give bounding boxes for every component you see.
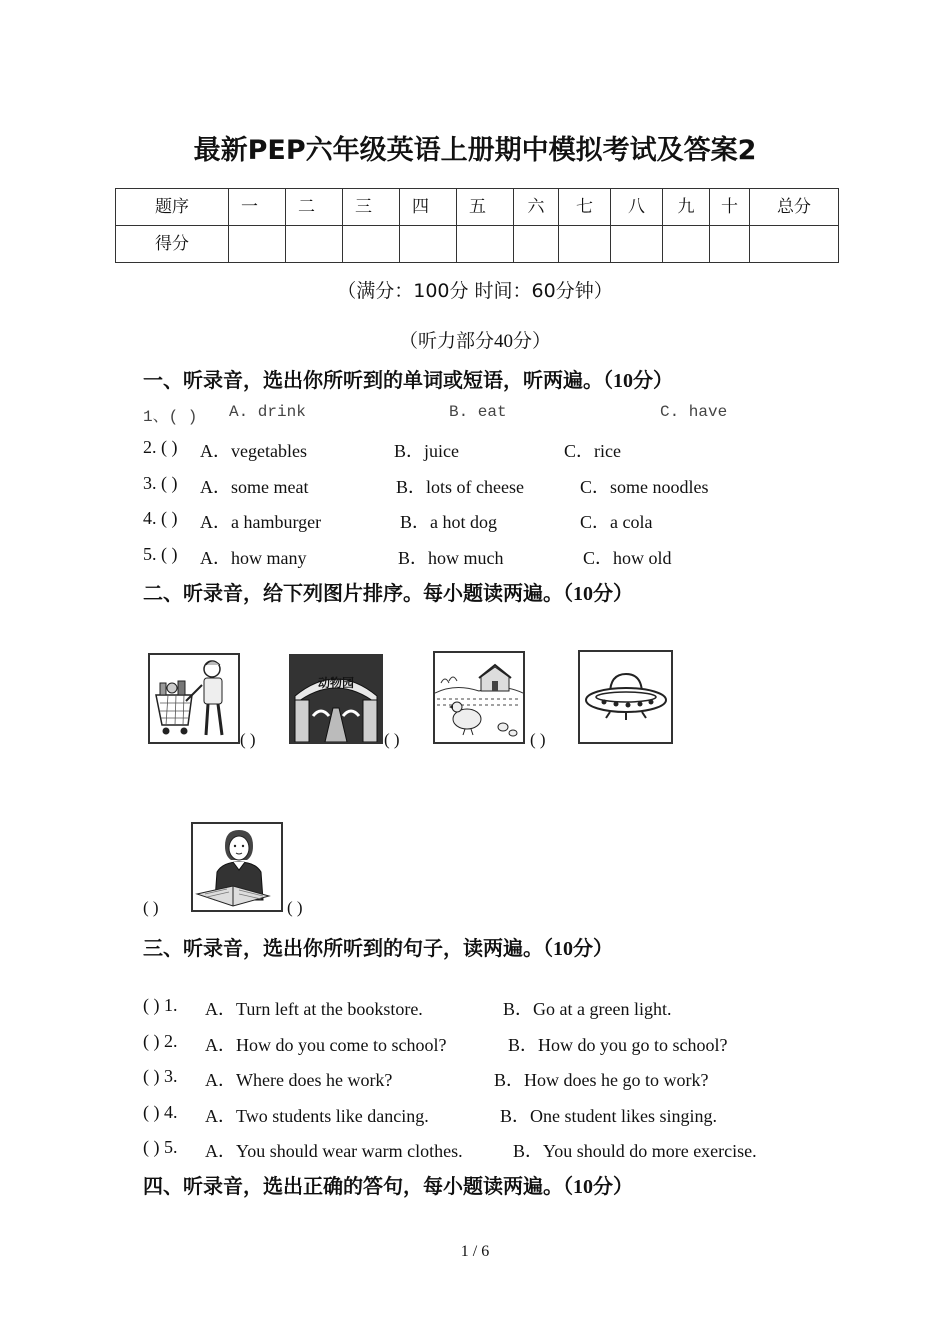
score-input-cell[interactable] xyxy=(229,226,286,263)
question-number: 2. ( ) xyxy=(143,437,178,457)
listening-part-heading: （听力部分40分） xyxy=(398,331,551,352)
question-number: ( ) 4. xyxy=(143,1102,178,1122)
table-cell: 得分 xyxy=(116,226,229,263)
table-cell: 五 xyxy=(457,189,514,226)
full-score-note: （满分：100分 时间：60分钟） xyxy=(337,280,613,302)
option-b: B．You should do more exercise. xyxy=(513,1141,757,1161)
ufo-picture xyxy=(578,650,673,744)
table-cell: 七 xyxy=(559,189,611,226)
table-cell: 题序 xyxy=(116,189,229,226)
option-a: A．How do you come to school? xyxy=(205,1035,447,1055)
score-input-cell[interactable] xyxy=(514,226,559,263)
page-number: 1 / 6 xyxy=(460,1243,490,1260)
score-input-cell[interactable] xyxy=(710,226,750,263)
option-b: B．a hot dog xyxy=(400,512,497,532)
option-a: A．vegetables xyxy=(200,441,307,461)
table-cell: 十 xyxy=(710,189,750,226)
score-input-cell[interactable] xyxy=(663,226,710,263)
answer-parenthesis[interactable]: ( ) xyxy=(530,730,546,749)
zoo-gate-icon xyxy=(291,656,381,742)
question-number: 4. ( ) xyxy=(143,508,178,528)
option-c: C. have xyxy=(660,403,728,421)
table-cell: 二 xyxy=(286,189,343,226)
option-b: B．juice xyxy=(394,441,459,461)
question-number: 5. ( ) xyxy=(143,544,178,564)
question-number: ( ) 5. xyxy=(143,1137,178,1157)
farm-picture xyxy=(433,651,525,744)
page-title: 最新PEP六年级英语上册期中模拟考试及答案2 xyxy=(193,135,757,166)
teacher-reading-icon xyxy=(193,824,281,910)
question-number: ( ) 3. xyxy=(143,1066,178,1086)
answer-parenthesis[interactable]: ( ) xyxy=(384,730,400,749)
option-c: C．rice xyxy=(564,441,621,461)
option-b: B．One student likes singing. xyxy=(500,1106,717,1126)
table-cell: 四 xyxy=(400,189,457,226)
option-a: A．You should wear warm clothes. xyxy=(205,1141,463,1161)
section-heading: 一、听录音，选出你所听到的单词或短语，听两遍。（10分） xyxy=(143,370,673,392)
score-input-cell[interactable] xyxy=(343,226,400,263)
answer-parenthesis[interactable]: ( ) xyxy=(240,730,256,749)
section-heading: 四、听录音，选出正确的答句，每小题读两遍。（10分） xyxy=(143,1176,633,1198)
table-cell: 八 xyxy=(611,189,663,226)
farm-icon xyxy=(435,653,523,742)
score-input-cell[interactable] xyxy=(286,226,343,263)
option-c: C．some noodles xyxy=(580,477,709,497)
option-b: B．How do you go to school? xyxy=(508,1035,728,1055)
score-input-cell[interactable] xyxy=(611,226,663,263)
score-table xyxy=(115,188,839,263)
score-input-cell[interactable] xyxy=(400,226,457,263)
option-a: A．how many xyxy=(200,548,307,568)
table-cell: 六 xyxy=(514,189,559,226)
section-heading: 三、听录音，选出你所听到的句子，读两遍。（10分） xyxy=(143,938,613,960)
teacher-reading-picture xyxy=(191,822,283,912)
option-b: B．Go at a green light. xyxy=(503,999,672,1019)
score-input-cell[interactable] xyxy=(750,226,839,263)
option-b: B．how much xyxy=(398,548,504,568)
option-b: B．How does he go to work? xyxy=(494,1070,709,1090)
table-cell: 一 xyxy=(229,189,286,226)
section-heading: 二、听录音，给下列图片排序。每小题读两遍。（10分） xyxy=(143,583,633,605)
ufo-icon xyxy=(580,652,671,742)
zoo-sign-text: 动物园 xyxy=(317,676,355,690)
score-input-cell[interactable] xyxy=(559,226,611,263)
answer-parenthesis[interactable]: ( ) xyxy=(287,898,303,917)
option-b: B. eat xyxy=(449,403,507,421)
option-b: B．lots of cheese xyxy=(396,477,524,497)
question-number: 1、( ) xyxy=(143,408,198,426)
option-a: A. drink xyxy=(229,403,306,421)
option-c: C．a cola xyxy=(580,512,653,532)
question-number: ( ) 1. xyxy=(143,995,178,1015)
table-cell: 九 xyxy=(663,189,710,226)
option-a: A．Turn left at the bookstore. xyxy=(205,999,423,1019)
zoo-gate-picture xyxy=(289,654,383,744)
table-cell: 总分 xyxy=(750,189,839,226)
score-input-cell[interactable] xyxy=(457,226,514,263)
option-a: A．some meat xyxy=(200,477,309,497)
score-table-header-row xyxy=(116,189,839,226)
answer-parenthesis[interactable]: ( ) xyxy=(143,898,159,917)
option-a: A．Two students like dancing. xyxy=(205,1106,429,1126)
shopping-cart-picture xyxy=(148,653,240,744)
option-a: A．a hamburger xyxy=(200,512,322,532)
question-number: ( ) 2. xyxy=(143,1031,178,1051)
option-c: C．how old xyxy=(583,548,672,568)
question-number: 3. ( ) xyxy=(143,473,178,493)
table-cell: 三 xyxy=(343,189,400,226)
score-table-score-row xyxy=(116,226,839,263)
option-a: A．Where does he work? xyxy=(205,1070,393,1090)
shopping-cart-icon xyxy=(150,655,238,742)
